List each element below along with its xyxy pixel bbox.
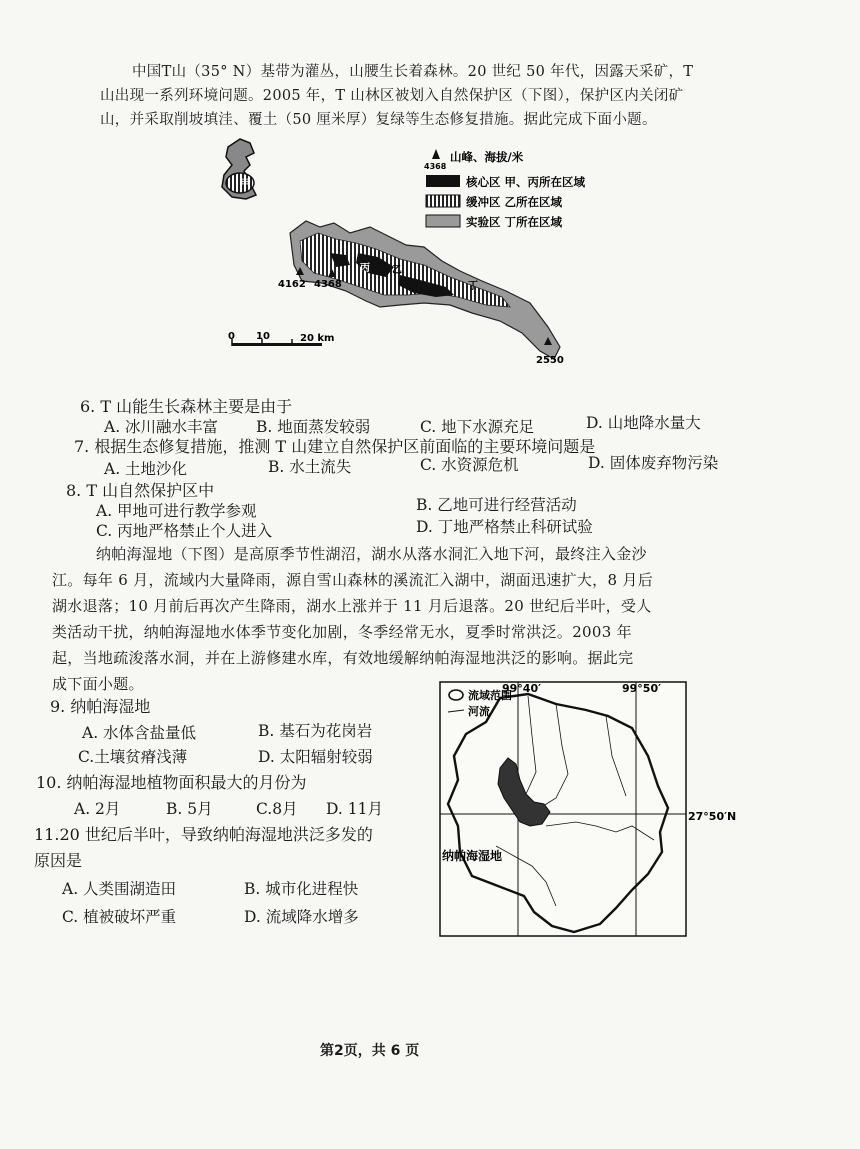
svg-text:缓冲区 乙所在区域: 缓冲区 乙所在区域 <box>466 195 563 209</box>
svg-text:20 km: 20 km <box>300 333 335 344</box>
q7-option-a[interactable]: A. 土地沙化 <box>104 460 188 478</box>
q6-option-b[interactable]: B. 地面蒸发较弱 <box>256 418 371 436</box>
q7-option-d[interactable]: D. 固体废弃物污染 <box>588 454 719 472</box>
passage1-line3: 山，并采取削坡填洼、覆土（50 厘米厚）复绿等生态修复措施。据此完成下面小题。 <box>100 112 657 128</box>
q9-stem: 9. 纳帕海湿地 <box>50 697 151 716</box>
place-label-bing: 丙 <box>360 263 370 274</box>
svg-text:实验区 丁所在区域: 实验区 丁所在区域 <box>466 215 563 229</box>
q11-option-c[interactable]: C. 植被破坏严重 <box>62 908 177 926</box>
q10-option-b[interactable]: B. 5月 <box>166 800 213 818</box>
svg-text:10: 10 <box>256 331 270 342</box>
svg-text:4368: 4368 <box>424 162 447 171</box>
place-label-yi: 乙 <box>392 265 402 276</box>
peak-icon <box>432 149 440 159</box>
passage2-line6: 成下面小题。 <box>52 675 144 693</box>
svg-text:0: 0 <box>228 331 235 342</box>
page-footer: 第2页，共 6 页 <box>320 1043 420 1059</box>
q9-option-d[interactable]: D. 太阳辐射较弱 <box>258 748 373 766</box>
place-label-jia: 甲 <box>240 179 250 190</box>
peak-label-3: 2550 <box>536 355 564 366</box>
q8-option-c[interactable]: C. 丙地严格禁止个人进入 <box>96 522 273 540</box>
q8-option-b[interactable]: B. 乙地可进行经营活动 <box>416 496 577 514</box>
q11-stem-cont: 原因是 <box>34 851 83 870</box>
q8-option-a[interactable]: A. 甲地可进行教学参观 <box>96 502 257 520</box>
q7-option-c[interactable]: C. 水资源危机 <box>420 456 519 474</box>
q7-option-b[interactable]: B. 水土流失 <box>268 458 352 476</box>
lat-label: 27°50′N <box>688 810 737 823</box>
q6-stem: 6. T 山能生长森林主要是由于 <box>80 397 293 416</box>
lon-label-2: 99°50′ <box>622 682 662 695</box>
q9-option-a[interactable]: A. 水体含盐量低 <box>82 724 197 742</box>
q11-option-d[interactable]: D. 流域降水增多 <box>244 908 359 926</box>
place-label-ding: 丁 <box>468 281 478 292</box>
svg-text:山峰、海拔/米: 山峰、海拔/米 <box>450 150 524 164</box>
passage2-line1: 纳帕海湿地（下图）是高原季节性湖沼，湖水从落水洞汇入地下河，最终注入金沙 <box>96 545 647 563</box>
passage2-line5: 起，当地疏浚落水洞，并在上游修建水库，有效地缓解纳帕海湿地洪泛的影响。据此完 <box>52 649 634 667</box>
q11-option-b[interactable]: B. 城市化进程快 <box>244 880 359 898</box>
legend-basin: 流域范围 <box>468 689 512 702</box>
q10-option-a[interactable]: A. 2月 <box>74 800 121 818</box>
passage2-line4: 类活动干扰，纳帕海湿地水体季节变化加剧，冬季经常无水，夏季时常洪泛。2003 年 <box>52 623 632 641</box>
map-frame <box>440 682 686 936</box>
q10-stem: 10. 纳帕海湿地植物面积最大的月份为 <box>36 773 307 792</box>
q11-stem: 11.20 世纪后半叶，导致纳帕海湿地洪泛多发的 <box>34 825 373 844</box>
q11-option-a[interactable]: A. 人类围湖造田 <box>62 880 177 898</box>
t-mountain-reserve-map <box>210 135 630 375</box>
scale-bar <box>228 331 334 346</box>
wetland-label: 纳帕海湿地 <box>442 849 503 863</box>
q8-stem: 8. T 山自然保护区中 <box>66 481 215 500</box>
svg-text:核心区 甲、丙所在区域: 核心区 甲、丙所在区域 <box>466 175 586 189</box>
q10-option-c[interactable]: C.8月 <box>256 800 298 818</box>
passage1-line1: 中国T山（35° N）基带为灌丛，山腰生长着森林。20 世纪 50 年代，因露天采矿，T <box>132 64 694 80</box>
passage2-line3: 湖水退落；10 月前后再次产生降雨，湖水上涨并于 11 月后退落。20 世纪后半叶，受人 <box>52 597 652 615</box>
q9-option-c[interactable]: C.土壤贫瘠浅薄 <box>78 748 188 766</box>
napahai-basin-map <box>436 676 756 942</box>
q10-option-d[interactable]: D. 11月 <box>326 800 383 818</box>
passage1-line2: 山出现一系列环境问题。2005 年，T 山林区被划入自然保护区（下图），保护区内关闭矿 <box>100 88 684 104</box>
map1-legend <box>424 149 586 229</box>
q8-option-d[interactable]: D. 丁地严格禁止科研试验 <box>416 518 593 536</box>
inset-map <box>222 139 256 199</box>
lon-label-1: 99°40′ <box>502 682 542 695</box>
legend-river: 河流 <box>468 705 490 718</box>
q6-option-a[interactable]: A. 冰川融水丰富 <box>104 418 219 436</box>
peak-label-2: 4368 <box>314 279 342 290</box>
peak-label-1: 4162 <box>278 279 306 290</box>
passage2-line2: 江。每年 6 月，流域内大量降雨，源自雪山森林的溪流汇入湖中，湖面迅速扩大，8 月后 <box>52 571 653 589</box>
q6-option-d[interactable]: D. 山地降水量大 <box>586 414 701 432</box>
q9-option-b[interactable]: B. 基石为花岗岩 <box>258 722 373 740</box>
q7-stem: 7. 根据生态修复措施，推测 T 山建立自然保护区前面临的主要环境问题是 <box>74 437 596 456</box>
q6-option-c[interactable]: C. 地下水源充足 <box>420 418 535 436</box>
